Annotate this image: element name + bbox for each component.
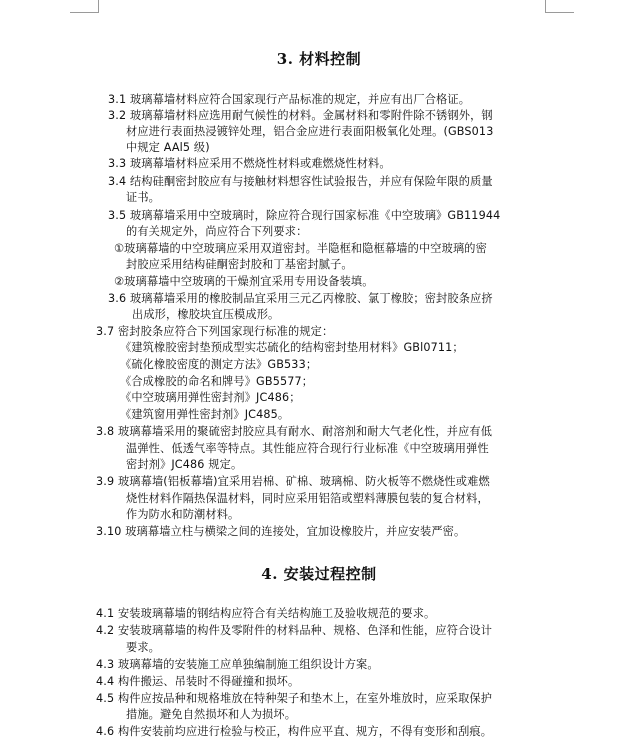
clause-3-8: 3.8 玻璃幕墙采用的聚硫密封胶应具有耐水、耐溶剂和耐大气老化性，并应有低 xyxy=(96,425,493,438)
clause-3-9: 3.9 玻璃幕墙(铝板幕墙)宜采用岩棉、矿棉、玻璃棉、防火板等不燃烧性或难燃 xyxy=(96,475,490,488)
clause-3-10: 3.10 玻璃幕墙立柱与横梁之间的连接处，宜加设橡胶片，并应安装严密。 xyxy=(96,525,466,538)
clause-4-3: 4.3 玻璃幕墙的安装施工应单独编制施工组织设计方案。 xyxy=(96,658,379,671)
clause-3-2-cont: 中规定 AAl5 级) xyxy=(126,141,210,154)
clause-4-5-cont: 措施。避免自然损坏和人为损坏。 xyxy=(126,708,297,721)
clause-3-9-cont: 烧性材料作隔热保温材料，同时应采用铝箔或塑料薄膜包装的复合材料， xyxy=(126,492,489,505)
clause-3-2-cont: 材应进行表面热浸镀锌处理，铝合金应进行表面阳极氧化处理。(GBS013 xyxy=(126,125,494,138)
standard-ref: 《建筑橡胶密封垫预成型实芯硫化的结构密封垫用材料》GBl0711； xyxy=(120,341,464,354)
standard-ref: 《建筑窗用弹性密封剂》JC485。 xyxy=(120,408,290,421)
clause-3-6-cont: 出成形，橡胶块宜压模成形。 xyxy=(132,308,280,321)
section-heading: 4. 安装过程控制 xyxy=(261,565,377,583)
clause-3-4-cont: 证书。 xyxy=(126,191,161,204)
clause-3-5-cont: 的有关规定外，尚应符合下列要求： xyxy=(126,225,308,238)
clause-3-5-item-2: ②玻璃幕墙中空玻璃的干燥剂宜采用专用设备装填。 xyxy=(114,275,374,288)
standard-ref: 《中空玻璃用弹性密封剂》JC486； xyxy=(120,391,301,404)
clause-3-7: 3.7 密封胶条应符合下列国家现行标准的规定： xyxy=(96,325,334,338)
clause-3-8-cont: 温弹性、低透气率等特点。其性能应符合现行行业标准《中空玻璃用弹性 xyxy=(126,442,489,455)
clause-3-5-item-1: ①玻璃幕墙的中空玻璃应采用双道密封。半隐框和隐框幕墙的中空玻璃的密 xyxy=(114,242,487,255)
margin-corner-mark xyxy=(545,0,574,13)
clause-4-2-cont: 要求。 xyxy=(126,641,161,654)
clause-3-1: 3.1 玻璃幕墙材料应符合国家现行产品标准的规定，并应有出厂合格证。 xyxy=(108,93,471,106)
clause-3-4: 3.4 结构硅酮密封胶应有与接触材料想容性试验报告，并应有保险年限的质量 xyxy=(108,175,493,188)
clause-3-3: 3.3 玻璃幕墙材料应采用不燃烧性材料或难燃烧性材料。 xyxy=(108,157,391,170)
clause-3-2: 3.2 玻璃幕墙材料应选用耐气候性的材料。金属材料和零附件除不锈钢外，钢 xyxy=(108,109,493,122)
clause-3-5-item-1-cont: 封胶应采用结构硅酮密封胶和丁基密封腻子。 xyxy=(126,258,353,271)
clause-3-6: 3.6 玻璃幕墙采用的橡胶制品宜采用三元乙丙橡胶、氯丁橡胶；密封胶条应挤 xyxy=(108,292,493,305)
clause-4-4: 4.4 构件搬运、吊装时不得碰撞和损坏。 xyxy=(96,675,300,688)
clause-3-9-cont: 作为防水和防潮材料。 xyxy=(126,508,240,521)
clause-3-8-cont: 密封剂》JC486 规定。 xyxy=(126,458,243,471)
standard-ref: 《硫化橡胶密度的测定方法》GB533； xyxy=(120,358,318,371)
clause-4-5: 4.5 构件应按品种和规格堆放在特种架子和垫木上，在室外堆放时，应采取保护 xyxy=(96,692,493,705)
clause-3-5: 3.5 玻璃幕墙采用中空玻璃时，除应符合现行国家标准《中空玻璃》GB11944 xyxy=(108,209,501,222)
section-heading: 3. 材料控制 xyxy=(276,50,362,68)
clause-4-1: 4.1 安装玻璃幕墙的钢结构应符合有关结构施工及验收规范的要求。 xyxy=(96,607,436,620)
clause-4-2: 4.2 安装玻璃幕墙的构件及零附件的材料品种、规格、色泽和性能，应符合设计 xyxy=(96,624,493,637)
standard-ref: 《合成橡胶的命名和牌号》GB5577； xyxy=(120,375,314,388)
clause-4-6: 4.6 构件安装前均应进行检验与校正，构件应平直、规方，不得有变形和刮痕。 xyxy=(96,725,493,738)
margin-corner-mark xyxy=(70,0,99,13)
